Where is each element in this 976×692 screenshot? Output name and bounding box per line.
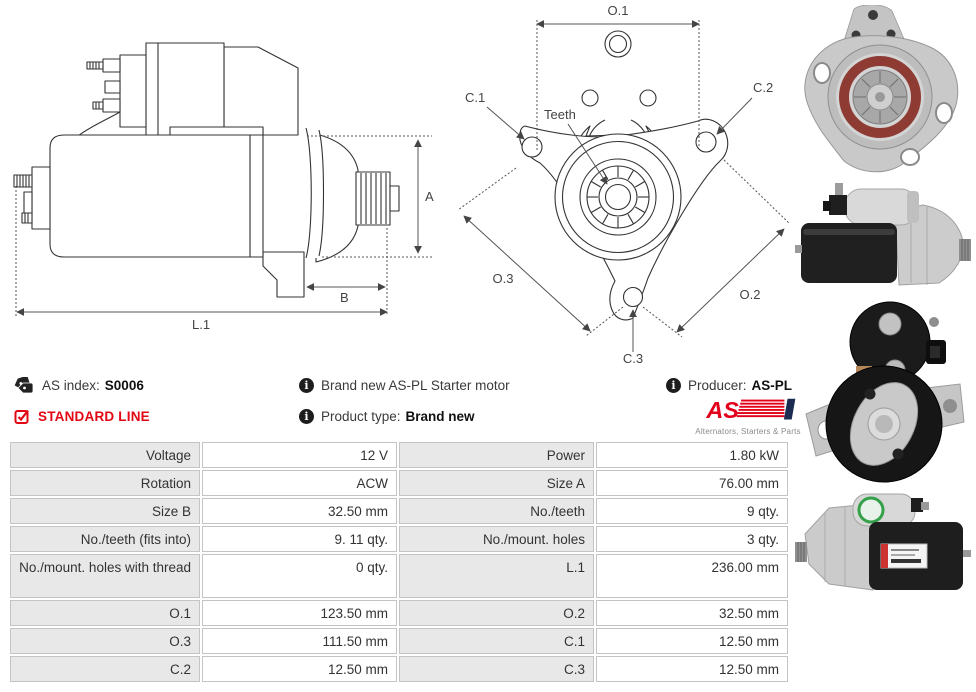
spec-label: Rotation [10,470,200,496]
aspl-logo [692,397,804,436]
spec-value: 12.50 mm [596,656,788,682]
as-index-line [14,376,144,394]
spec-label: No./teeth [399,498,594,524]
spec-label: O.2 [399,600,594,626]
spec-value: 236.00 mm [596,554,788,598]
dim-label-o3: O.3 [492,271,514,286]
spec-label: C.2 [10,656,200,682]
photo-side-view-reverse [795,492,973,604]
info-icon: i [299,409,314,424]
spec-value: 111.50 mm [202,628,397,654]
spec-value: 12 V [202,442,397,468]
photo-front-flange-view [792,5,972,177]
spec-label: C.3 [399,656,594,682]
spec-label: O.3 [10,628,200,654]
spec-value: 1.80 kW [596,442,788,468]
spec-label: No./mount. holes with thread [10,554,200,598]
spec-value: 32.50 mm [202,498,397,524]
technical-drawing-front-view [440,0,800,370]
as-index-value: S0006 [104,377,144,393]
spec-label: Power [399,442,594,468]
dim-label-c2: C.2 [753,80,774,95]
spec-value: 9. 11 qty. [202,526,397,552]
spec-value: 12.50 mm [596,628,788,654]
product-type-label: Product type: [321,408,401,424]
spec-label: No./teeth (fits into) [10,526,200,552]
technical-drawing-side-view [0,0,450,365]
spec-label: Size A [399,470,594,496]
teeth-label: Teeth [544,107,576,122]
spec-label: Size B [10,498,200,524]
dim-label-o2: O.2 [739,287,761,302]
dim-label-o1: O.1 [607,3,629,18]
dim-label-l1: L.1 [192,317,211,332]
brand-new-line [299,376,510,394]
spec-value: 123.50 mm [202,600,397,626]
spec-value: 32.50 mm [596,600,788,626]
tag-icon [14,377,34,393]
aspl-logo-mark [696,397,800,423]
brand-new-text: Brand new AS-PL Starter motor [321,377,510,393]
spec-label: O.1 [10,600,200,626]
standard-line [14,407,150,425]
spec-label: Voltage [10,442,200,468]
logo-as-text: AS [706,397,739,423]
producer-line [666,376,792,394]
spec-label: No./mount. holes [399,526,594,552]
as-index-label: AS index: [42,377,100,393]
info-icon: i [299,378,314,393]
photo-side-view [795,183,973,295]
photo-rear-view [800,296,968,484]
info-icon: i [666,378,681,393]
producer-label: Producer: [688,377,747,393]
spec-value: 9 qty. [596,498,788,524]
checkbox-checked-icon [14,408,30,424]
spec-value: 0 qty. [202,554,397,598]
dim-label-a: A [425,189,434,204]
product-type-value: Brand new [405,408,475,424]
dim-label-c1: C.1 [465,90,486,105]
spec-value: 12.50 mm [202,656,397,682]
product-type-line [299,407,475,425]
spec-value: 3 qty. [596,526,788,552]
spec-label: C.1 [399,628,594,654]
spec-value: 76.00 mm [596,470,788,496]
producer-value: AS-PL [751,377,793,393]
spec-value: ACW [202,470,397,496]
spec-label: L.1 [399,554,594,598]
spec-table [10,442,790,682]
dim-label-c3: C.3 [622,351,644,366]
dim-label-b: B [340,290,349,305]
standard-line-label: STANDARD LINE [38,408,150,424]
logo-tagline: Alternators, Starters & Parts [695,427,801,436]
